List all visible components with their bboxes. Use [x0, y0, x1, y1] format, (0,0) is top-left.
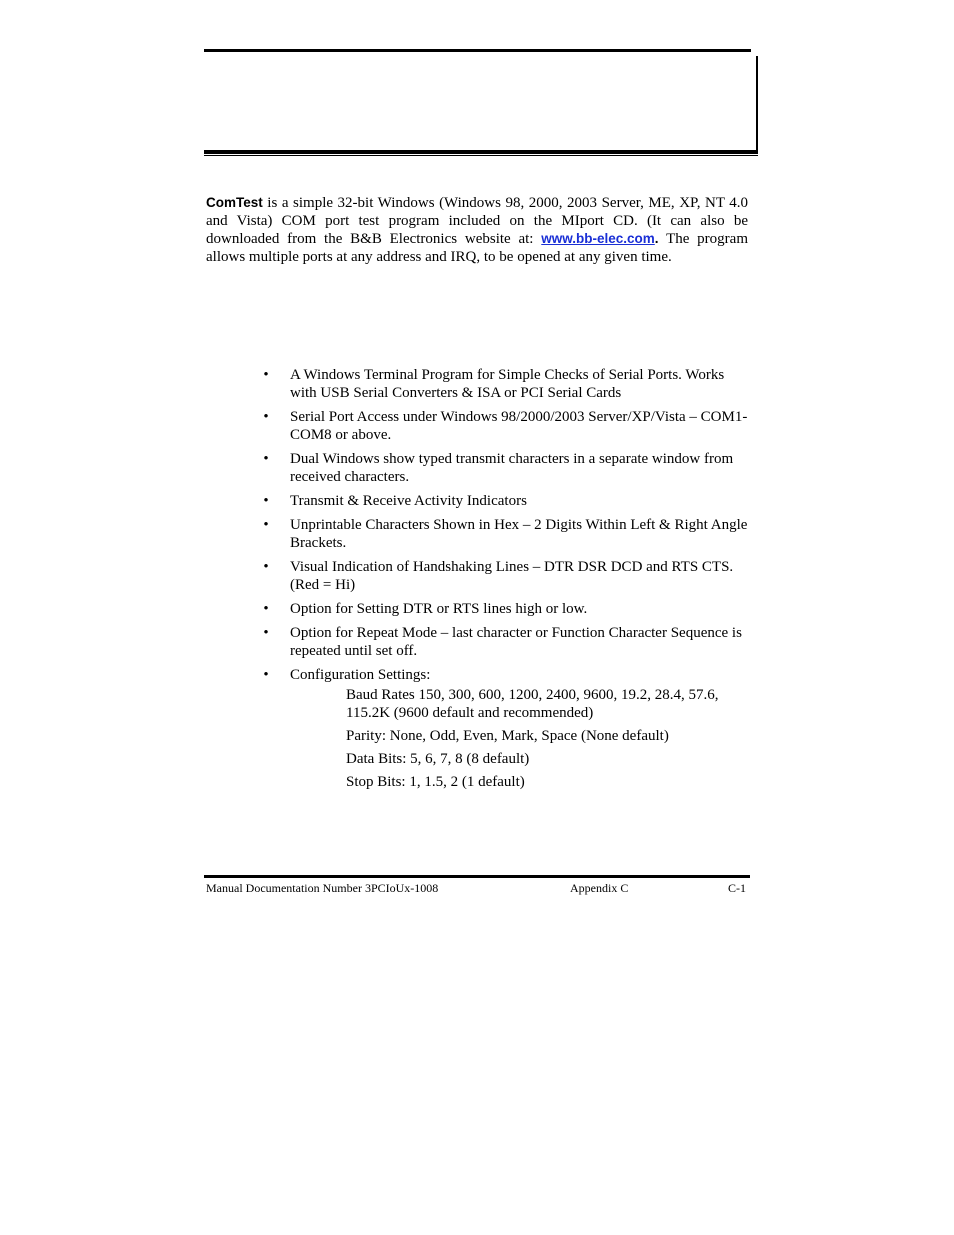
- link-period: .: [654, 231, 659, 246]
- feature-item-text: Configuration Settings:: [290, 667, 431, 683]
- feature-item-text: A Windows Terminal Program for Simple Checks of Serial Ports. Works with USB Serial Converters & ISA or PCI Serial Cards: [290, 367, 725, 401]
- footer-doc-number: Manual Documentation Number 3PCIoUx-1008: [206, 881, 439, 895]
- bullet-icon: •: [263, 625, 269, 641]
- product-name: ComTest: [206, 195, 263, 210]
- feature-item-text: Unprintable Characters Shown in Hex – 2 Digits Within Left & Right Angle Brackets.: [290, 517, 748, 551]
- feature-item-text: Dual Windows show typed transmit characters in a separate window from received characters.: [290, 451, 734, 485]
- bullet-icon: •: [263, 517, 269, 533]
- feature-item-text: Option for Setting DTR or RTS lines high or low.: [290, 601, 588, 617]
- feature-item: [260, 666, 752, 684]
- setting-parity: Parity: None, Odd, Even, Mark, Space (None default): [346, 728, 669, 744]
- bullet-icon: •: [263, 559, 269, 575]
- chapter-header-frame: [204, 49, 758, 157]
- feature-list: [260, 366, 752, 690]
- header-right-rule: [756, 56, 758, 151]
- footer-page-number: C-1: [728, 881, 746, 895]
- feature-item: [260, 516, 752, 552]
- feature-item: [260, 450, 752, 486]
- intro-text-part-1: is a simple 32-bit Windows (Windows 98, 2000, 2003 Server, ME, XP, NT 4.0 and Vista) COM port test program included on the MIport CD. (It can also be downloaded from the B&B Electronics website at:: [206, 195, 748, 247]
- intro-text-part-2: The program allows multiple ports at any address and IRQ, to be opened at any given time.: [206, 231, 748, 265]
- page-footer: [206, 881, 748, 897]
- feature-item: [260, 408, 752, 444]
- bullet-icon: •: [263, 493, 269, 509]
- feature-item: [260, 366, 752, 402]
- feature-item: [260, 492, 752, 510]
- feature-item: [260, 558, 752, 594]
- bullet-icon: •: [263, 451, 269, 467]
- feature-item: [260, 600, 752, 618]
- bullet-icon: •: [263, 601, 269, 617]
- bullet-icon: •: [263, 409, 269, 425]
- website-link[interactable]: www.bb-elec.com: [541, 231, 655, 246]
- feature-item-text: Visual Indication of Handshaking Lines – DTR DSR DCD and RTS CTS. (Red = Hi): [290, 559, 734, 593]
- footer-section: Appendix C: [570, 881, 629, 895]
- setting-stop-bits: Stop Bits: 1, 1.5, 2 (1 default): [346, 774, 525, 790]
- header-bottom-rule: [204, 150, 758, 154]
- setting-baud-rates: Baud Rates 150, 300, 600, 1200, 2400, 9600, 19.2, 28.4, 57.6, 115.2K (9600 default and recommended): [346, 687, 719, 721]
- feature-item-text: Serial Port Access under Windows 98/2000/2003 Server/XP/Vista – COM1-COM8 or above.: [290, 409, 748, 443]
- footer-rule: [204, 875, 750, 878]
- configuration-settings-list: [346, 686, 748, 796]
- header-top-rule: [204, 49, 751, 52]
- intro-paragraph: [206, 194, 748, 266]
- bullet-icon: •: [263, 667, 269, 683]
- feature-item-text: Option for Repeat Mode – last character or Function Character Sequence is repeated until set off.: [290, 625, 742, 659]
- setting-data-bits: Data Bits: 5, 6, 7, 8 (8 default): [346, 751, 530, 767]
- header-bottom-thin-rule: [204, 155, 758, 156]
- bullet-icon: •: [263, 367, 269, 383]
- feature-item: [260, 624, 752, 660]
- feature-item-text: Transmit & Receive Activity Indicators: [290, 493, 527, 509]
